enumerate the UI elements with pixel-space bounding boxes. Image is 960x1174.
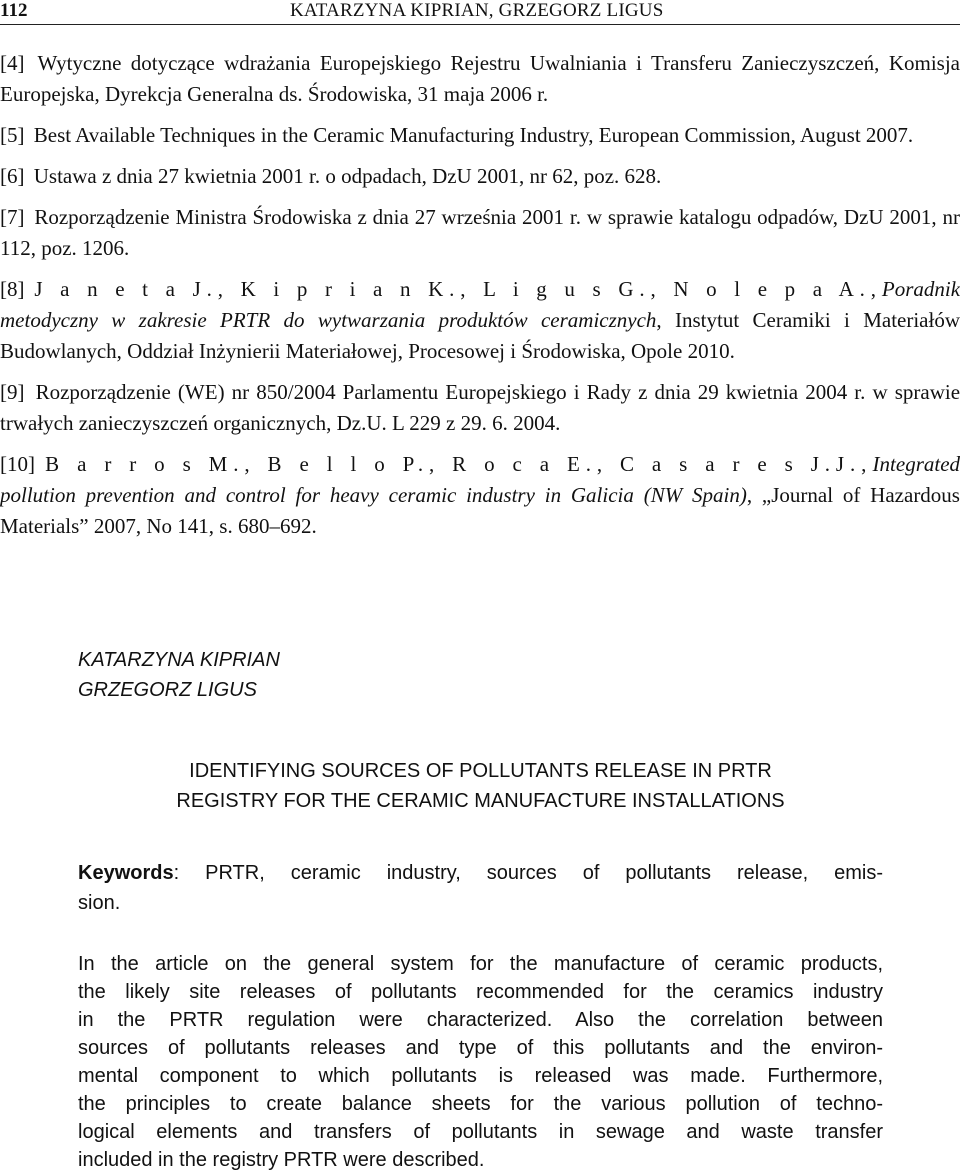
abstract-line: sources of pollutants releases and type of this pollutants and the environ- bbox=[78, 1037, 883, 1059]
abstract-title-line: REGISTRY FOR THE CERAMIC MANUFACTURE INSTALLATIONS bbox=[176, 790, 785, 812]
reference-number: [6] bbox=[0, 164, 25, 188]
running-head bbox=[0, 0, 960, 24]
reference-text: Rozporządzenie Ministra Środowiska z dnia 27 września 2001 r. w sprawie katalogu odpadów, DzU 2001, nr 112, poz. 1206. bbox=[0, 205, 960, 260]
abstract-line: mental component to which pollutants is released was made. Furthermore, bbox=[78, 1065, 883, 1087]
abstract-line: logical elements and transfers of pollutants in sewage and waste transfer bbox=[78, 1121, 883, 1143]
abstract-line: the likely site releases of pollutants recommended for the ceramics industry bbox=[78, 981, 883, 1003]
reference-text: Best Available Techniques in the Ceramic Manufacturing Industry, European Commission, August 2007. bbox=[33, 123, 914, 147]
abstract-line: the principles to create balance sheets for the various pollution of techno- bbox=[78, 1093, 883, 1115]
reference-number: [10] bbox=[0, 452, 35, 476]
abstract-title bbox=[78, 756, 883, 816]
reference-item bbox=[0, 202, 960, 264]
reference-item bbox=[0, 48, 960, 110]
reference-text: Ustawa z dnia 27 kwietnia 2001 r. o odpadach, DzU 2001, nr 62, poz. 628. bbox=[33, 164, 662, 188]
keywords-label: Keywords bbox=[78, 862, 174, 884]
reference-text: Wytyczne dotyczące wdrażania Europejskiego Rejestru Uwalniania i Transferu Zanieczyszczeń, Komisja Europejska, Dyrekcja Generalna ds. Środowiska, 31 maja 2006 r. bbox=[0, 51, 960, 106]
reference-text: , „Journal of Hazardous Materials” 2007, No 141, s. 680–692. bbox=[0, 483, 960, 538]
keywords-text: : PRTR, ceramic industry, sources of pollutants release, emis- bbox=[173, 862, 883, 884]
reference-text: Rozporządzenie (WE) nr 850/2004 Parlamentu Europejskiego i Rady z dnia 29 kwietnia 2004 r. w sprawie trwałych zanieczyszczeń organicznych, Dz.U. L 229 z 29. 6. 2004. bbox=[0, 380, 960, 435]
abstract-line: included in the registry PRTR were described. bbox=[78, 1149, 485, 1171]
reference-text: , Instytut Ceramiki i Materiałów Budowlanych, Oddział Inżynierii Materiałowej, Procesowej i Środowiska, Opole 2010. bbox=[0, 308, 960, 363]
abstract-body bbox=[78, 950, 883, 1174]
reference-item bbox=[0, 120, 960, 151]
reference-authors: B a r r o s M., B e l l o P., R o c a E., C a s a r e s J.J. bbox=[45, 452, 862, 476]
reference-authors: J a n e t a J., K i p r i a n K., L i g u s G., N o l e p a A. bbox=[34, 277, 871, 301]
keywords bbox=[78, 858, 883, 918]
reference-separator: , bbox=[870, 277, 882, 301]
page-number: 112 bbox=[0, 0, 28, 21]
running-title: KATARZYNA KIPRIAN, GRZEGORZ LIGUS bbox=[290, 0, 664, 21]
reference-title: Poradnik metodyczny w zakresie PRTR do wytwarzania produktów ceramicznych bbox=[0, 277, 960, 332]
author-name: KATARZYNA KIPRIAN bbox=[78, 649, 280, 671]
reference-list bbox=[0, 48, 960, 542]
header-rule bbox=[0, 24, 960, 25]
author-name: GRZEGORZ LIGUS bbox=[78, 679, 257, 701]
reference-item bbox=[0, 449, 960, 542]
reference-number: [7] bbox=[0, 205, 25, 229]
reference-item bbox=[0, 161, 960, 192]
abstract-line: in the PRTR regulation were characterized. Also the correlation between bbox=[78, 1009, 883, 1031]
keywords-line bbox=[78, 858, 883, 888]
reference-separator: , bbox=[861, 452, 873, 476]
english-abstract bbox=[78, 645, 883, 1174]
abstract-title-line: IDENTIFYING SOURCES OF POLLUTANTS RELEASE IN PRTR bbox=[189, 760, 772, 782]
reference-number: [5] bbox=[0, 123, 25, 147]
reference-title: Integrated pollution prevention and control for heavy ceramic industry in Galicia (NW Spain) bbox=[0, 452, 960, 507]
reference-item bbox=[0, 377, 960, 439]
reference-item bbox=[0, 274, 960, 367]
reference-number: [9] bbox=[0, 380, 25, 404]
reference-number: [8] bbox=[0, 277, 25, 301]
keywords-line: sion. bbox=[78, 892, 121, 914]
abstract-line: In the article on the general system for the manufacture of ceramic products, bbox=[78, 953, 883, 975]
reference-number: [4] bbox=[0, 51, 25, 75]
